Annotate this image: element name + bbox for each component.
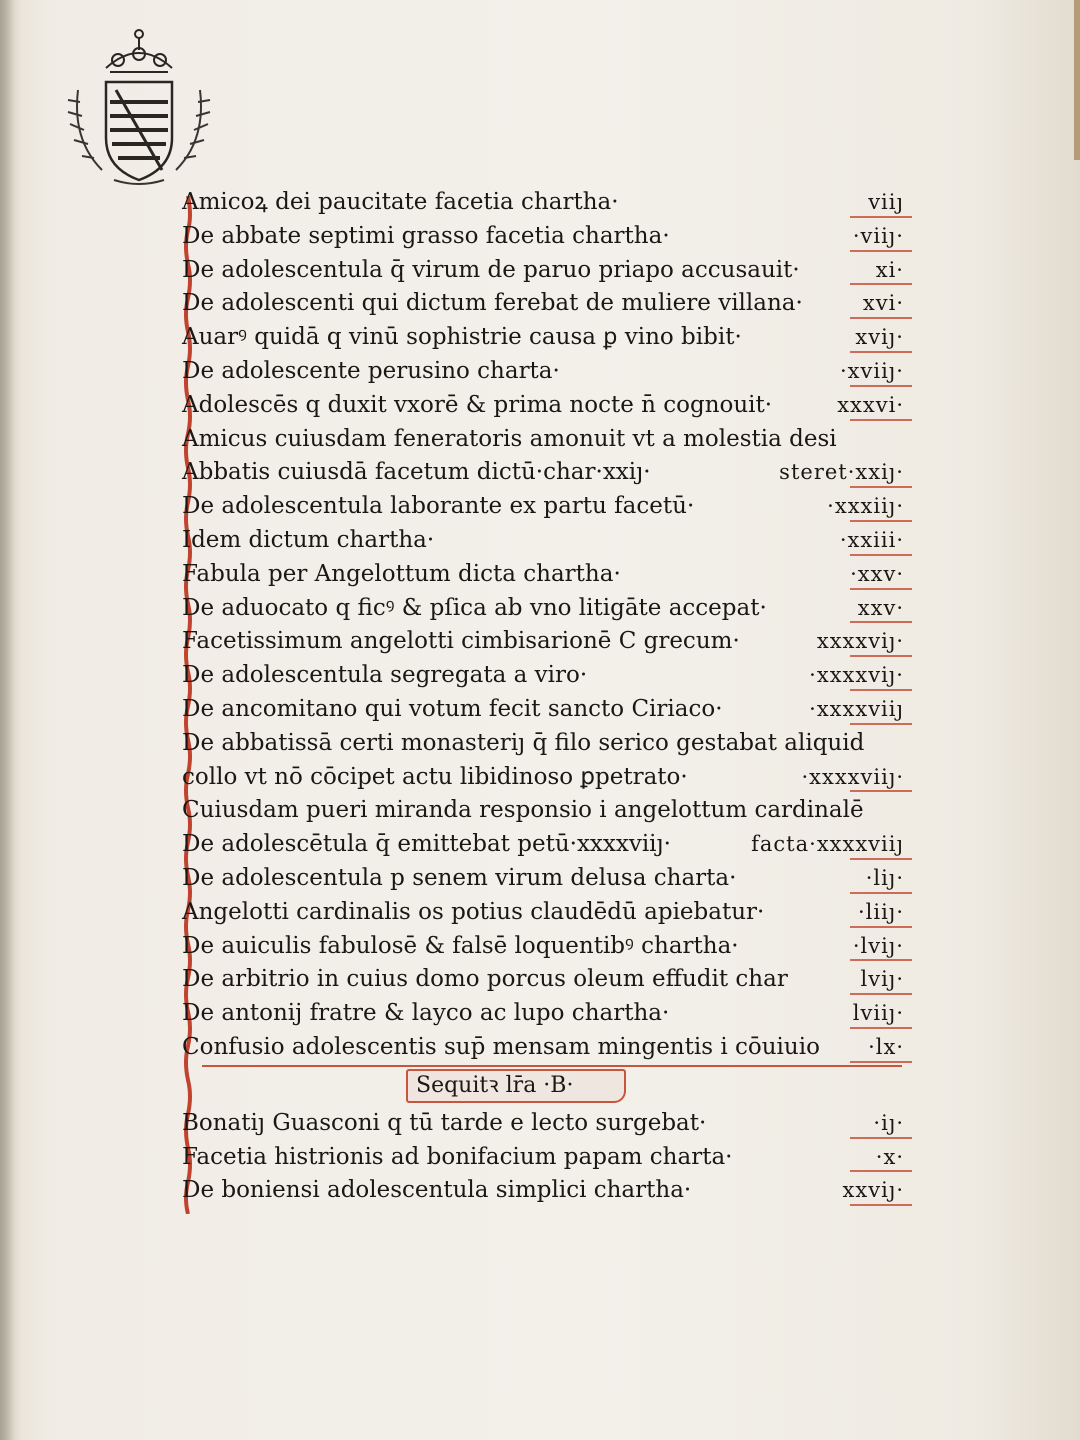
rubric-underline <box>850 1170 912 1172</box>
entry-title: De adolescentula segregata a viro· <box>182 662 588 689</box>
folio-number: lviȷ· <box>860 967 904 992</box>
folio-number: xxxvi· <box>837 392 904 417</box>
gutter-shadow <box>0 0 14 1440</box>
entry-title: De adolescentula p senem virum delusa charta· <box>182 864 737 891</box>
entry-title: Bonatiȷ Guasconi q tū tarde e lecto surgebat· <box>182 1109 707 1136</box>
entry-title: Confusio adolescentis sup̄ mensam mingentis i cōuiuio <box>182 1033 820 1060</box>
folio-number: ·xxxiiȷ· <box>827 494 904 519</box>
entry-title: Angelotti cardinalis os potius claudēdū apiebatur· <box>182 898 765 925</box>
rubric-underline <box>850 723 912 725</box>
rubric-underline <box>850 926 912 928</box>
toc-entry <box>182 254 922 288</box>
entry-title: De abbate septimi grasso facetia chartha· <box>182 222 670 249</box>
rubric-underline <box>850 655 912 657</box>
entry-title: De ancomitano qui votum fecit sancto Ciriaco· <box>182 695 723 722</box>
rubric-underline <box>850 317 912 319</box>
toc-entry <box>182 355 922 389</box>
entry-title: Cuiusdam pueri miranda responsio i angelottum cardinalē <box>182 797 864 824</box>
folio-number: xi· <box>875 257 904 282</box>
section-heading-row <box>182 1065 922 1107</box>
entry-title: De adolescentula laborante ex partu facetū· <box>182 493 695 520</box>
folio-number: ·xxiii· <box>839 527 904 552</box>
toc-entry <box>182 693 922 727</box>
toc-entry <box>182 389 922 423</box>
entry-title: Amicus cuiusdam feneratoris amonuit vt a molestia desi <box>182 425 837 452</box>
toc-entry <box>182 558 922 592</box>
toc-entry <box>182 456 922 490</box>
toc-entry <box>182 1107 922 1141</box>
entry-title: Facetia histrionis ad bonifacium papam charta· <box>182 1143 733 1170</box>
rubric-underline <box>850 283 912 285</box>
rubric-underline <box>850 621 912 623</box>
folio-number: ·xxxxviiȷ· <box>801 764 904 789</box>
folio-number: xxviȷ· <box>842 1178 904 1203</box>
toc-entry <box>182 997 922 1031</box>
entry-title: De adolescente perusino charta· <box>182 357 560 384</box>
folio-number: ·xxxxviȷ· <box>809 663 904 688</box>
toc-entry <box>182 524 922 558</box>
entry-title: collo vt nō cōcipet actu libidinoso ꝑpetrato· <box>182 763 688 790</box>
folio-number: ·viiȷ· <box>852 223 904 248</box>
entry-title: De adolescenti qui dictum ferebat de muliere villana· <box>182 290 803 317</box>
folio-number: xxxxviȷ· <box>816 629 904 654</box>
folio-number: ·lviȷ· <box>852 933 904 958</box>
toc-entry <box>182 220 922 254</box>
entry-title: De adolescētula q̄ emittebat petū·xxxxviiȷ· <box>182 831 671 858</box>
folio-number: viiȷ <box>868 190 904 214</box>
folio-number: xvi· <box>862 291 904 316</box>
entry-title: Adolescēs q duxit vxorē & prima nocte n̄ cognouit· <box>182 391 773 418</box>
rubric-underline <box>850 486 912 488</box>
rubric-underline <box>850 790 912 792</box>
toc-entry <box>182 1031 922 1065</box>
rubric-underline <box>850 689 912 691</box>
folio-number: steret·xxiȷ· <box>779 460 904 485</box>
folio-number: lviiȷ· <box>852 1001 904 1026</box>
folio-number: ·xviiȷ· <box>839 358 904 383</box>
rubric-underline <box>850 588 912 590</box>
rubric-underline <box>850 250 912 252</box>
folio-number: ·iȷ· <box>873 1110 904 1135</box>
toc-entry <box>182 592 922 626</box>
entry-title: Facetissimum angelotti cimbisarionē C grecum· <box>182 628 740 655</box>
toc-entry <box>182 930 922 964</box>
entry-title: Amicoꝝ dei paucitate facetia chartha· <box>182 189 619 215</box>
folio-number: ·xxv· <box>850 561 904 586</box>
entry-title: De antonij fratre & layco ac lupo chartha· <box>182 1000 670 1027</box>
table-of-contents <box>182 186 922 1208</box>
rubric-underline <box>850 1027 912 1029</box>
entry-title: De adolescentula q̄ virum de paruo priapo accusauit· <box>182 256 800 283</box>
folio-number: facta·xxxxviiȷ <box>751 832 904 857</box>
rubric-underline <box>850 993 912 995</box>
toc-entry <box>182 625 922 659</box>
toc-entry <box>182 896 922 930</box>
rubric-underline <box>850 216 912 218</box>
entry-title: De arbitrio in cuius domo porcus oleum effudit char <box>182 966 788 993</box>
folio-number: ·xxxxviiȷ <box>809 696 904 721</box>
entry-title: De abbatissā certi monasteriȷ q̄ filo serico gestabat aliquid <box>182 729 865 756</box>
toc-entry <box>182 828 922 862</box>
rubric-underline <box>850 1137 912 1139</box>
toc-entry <box>182 659 922 693</box>
toc-entry <box>182 862 922 896</box>
entry-title: De aduocato q ficꝰ & pſica ab vno litigāte accepat· <box>182 594 767 621</box>
rubric-underline <box>850 1061 912 1063</box>
rubric-underline <box>850 892 912 894</box>
toc-entry <box>182 490 922 524</box>
coat-of-arms-icon <box>44 20 234 190</box>
entry-title: De auiculis fabulosē & falsē loquentibꝰ chartha· <box>182 932 739 959</box>
entry-title: De boniensi adolescentula simplici chartha· <box>182 1177 692 1204</box>
folio-number: xviȷ· <box>855 325 904 350</box>
rubric-underline <box>850 1204 912 1206</box>
toc-entry <box>182 321 922 355</box>
entry-title: Auarꝰ quidā q vinū sophistrie causa ꝑ vino bibit· <box>182 324 742 351</box>
entry-title: Idem dictum chartha· <box>182 526 435 553</box>
toc-entry <box>182 1141 922 1175</box>
section-heading: Sequitꝛ lr̄a ·B· <box>416 1072 574 1098</box>
folio-number: ·liȷ· <box>865 865 904 890</box>
toc-entry <box>182 186 922 220</box>
toc-entry <box>182 963 922 997</box>
toc-entry <box>182 423 922 457</box>
rubric-underline <box>850 385 912 387</box>
rubric-underline <box>850 351 912 353</box>
rubric-underline <box>850 419 912 421</box>
toc-entry <box>182 761 922 795</box>
folio-number: xxv· <box>857 595 904 620</box>
rubric-underline <box>850 554 912 556</box>
folio-number: ·x· <box>875 1144 904 1169</box>
rubric-underline <box>850 858 912 860</box>
rubric-underline <box>850 959 912 961</box>
toc-entry <box>182 794 922 828</box>
toc-entry <box>182 287 922 321</box>
entry-title: Fabula per Angelottum dicta chartha· <box>182 560 621 587</box>
toc-entry <box>182 727 922 761</box>
entry-title: Abbatis cuiusdā facetum dictū·char·xxiȷ· <box>182 459 651 486</box>
page-edge <box>1074 0 1080 160</box>
toc-entry <box>182 1174 922 1208</box>
rubric-underline <box>850 520 912 522</box>
folio-number: ·lx· <box>868 1034 904 1059</box>
folio-number: ·liiȷ· <box>857 899 904 924</box>
